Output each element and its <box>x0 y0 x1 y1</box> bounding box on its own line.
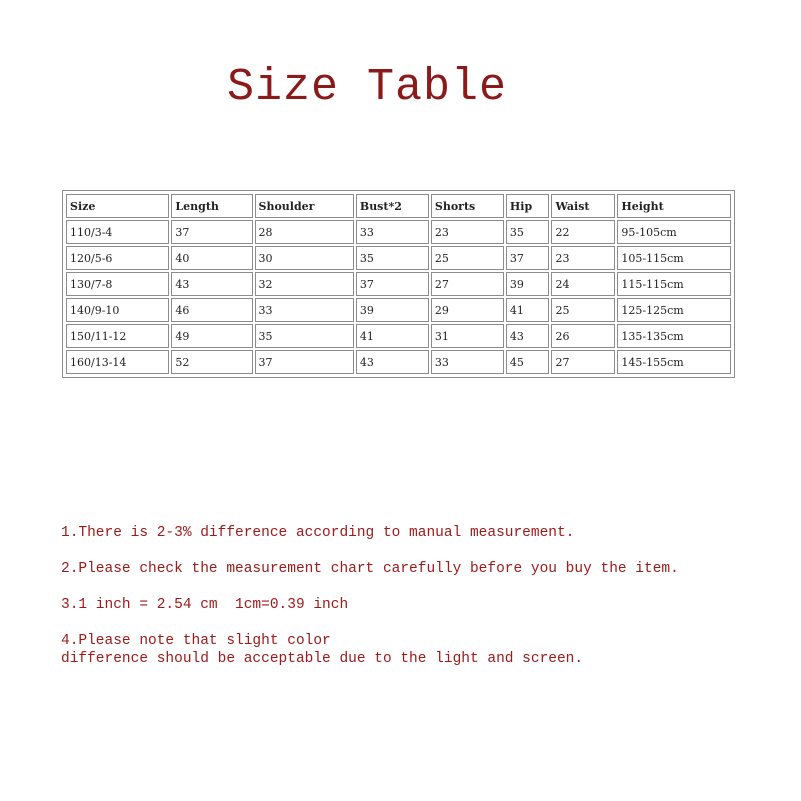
cell-hip: 35 <box>506 220 550 244</box>
cell-shorts: 25 <box>431 246 504 270</box>
cell-height: 135-135cm <box>617 324 731 348</box>
table-row <box>66 246 731 270</box>
cell-bust: 41 <box>356 324 429 348</box>
cell-length: 40 <box>171 246 252 270</box>
cell-hip: 45 <box>506 350 550 374</box>
cell-bust: 33 <box>356 220 429 244</box>
cell-hip: 43 <box>506 324 550 348</box>
cell-waist: 24 <box>551 272 615 296</box>
header-waist: Waist <box>551 194 615 218</box>
cell-shoulder: 32 <box>255 272 354 296</box>
cell-shoulder: 30 <box>255 246 354 270</box>
cell-shorts: 33 <box>431 350 504 374</box>
cell-bust: 37 <box>356 272 429 296</box>
size-table-frame <box>62 190 735 378</box>
cell-size: 160/13-14 <box>66 350 169 374</box>
cell-size: 110/3-4 <box>66 220 169 244</box>
header-shoulder: Shoulder <box>255 194 354 218</box>
cell-height: 125-125cm <box>617 298 731 322</box>
cell-size: 150/11-12 <box>66 324 169 348</box>
header-hip: Hip <box>506 194 550 218</box>
cell-bust: 35 <box>356 246 429 270</box>
cell-bust: 43 <box>356 350 429 374</box>
table-header-row <box>66 194 731 218</box>
header-height: Height <box>617 194 731 218</box>
cell-shoulder: 37 <box>255 350 354 374</box>
header-length: Length <box>171 194 252 218</box>
table-row <box>66 220 731 244</box>
note-item: 3.1 inch = 2.54 cm 1cm=0.39 inch <box>61 597 349 613</box>
header-bust: Bust*2 <box>356 194 429 218</box>
note-item: 2.Please check the measurement chart carefully before you buy the item. <box>61 561 679 577</box>
cell-length: 49 <box>171 324 252 348</box>
cell-shorts: 27 <box>431 272 504 296</box>
cell-size: 130/7-8 <box>66 272 169 296</box>
cell-size: 140/9-10 <box>66 298 169 322</box>
cell-hip: 37 <box>506 246 550 270</box>
cell-length: 37 <box>171 220 252 244</box>
cell-bust: 39 <box>356 298 429 322</box>
cell-height: 115-115cm <box>617 272 731 296</box>
cell-shoulder: 33 <box>255 298 354 322</box>
table-row <box>66 272 731 296</box>
cell-height: 145-155cm <box>617 350 731 374</box>
cell-length: 43 <box>171 272 252 296</box>
cell-waist: 27 <box>551 350 615 374</box>
page-title: Size Table <box>226 62 508 113</box>
size-table <box>64 192 733 376</box>
cell-length: 52 <box>171 350 252 374</box>
cell-waist: 22 <box>551 220 615 244</box>
header-shorts: Shorts <box>431 194 504 218</box>
notes-section <box>61 524 781 686</box>
cell-hip: 39 <box>506 272 550 296</box>
cell-waist: 23 <box>551 246 615 270</box>
cell-length: 46 <box>171 298 252 322</box>
note-item: 4.Please note that slight color difference should be acceptable due to the light and screen. <box>61 633 584 667</box>
cell-waist: 25 <box>551 298 615 322</box>
note-item: 1.There is 2-3% difference according to manual measurement. <box>61 525 575 541</box>
cell-shoulder: 35 <box>255 324 354 348</box>
cell-shoulder: 28 <box>255 220 354 244</box>
cell-size: 120/5-6 <box>66 246 169 270</box>
cell-shorts: 31 <box>431 324 504 348</box>
table-row <box>66 298 731 322</box>
table-row <box>66 350 731 374</box>
header-size: Size <box>66 194 169 218</box>
cell-shorts: 29 <box>431 298 504 322</box>
cell-height: 105-115cm <box>617 246 731 270</box>
table-row <box>66 324 731 348</box>
cell-waist: 26 <box>551 324 615 348</box>
cell-hip: 41 <box>506 298 550 322</box>
cell-shorts: 23 <box>431 220 504 244</box>
cell-height: 95-105cm <box>617 220 731 244</box>
